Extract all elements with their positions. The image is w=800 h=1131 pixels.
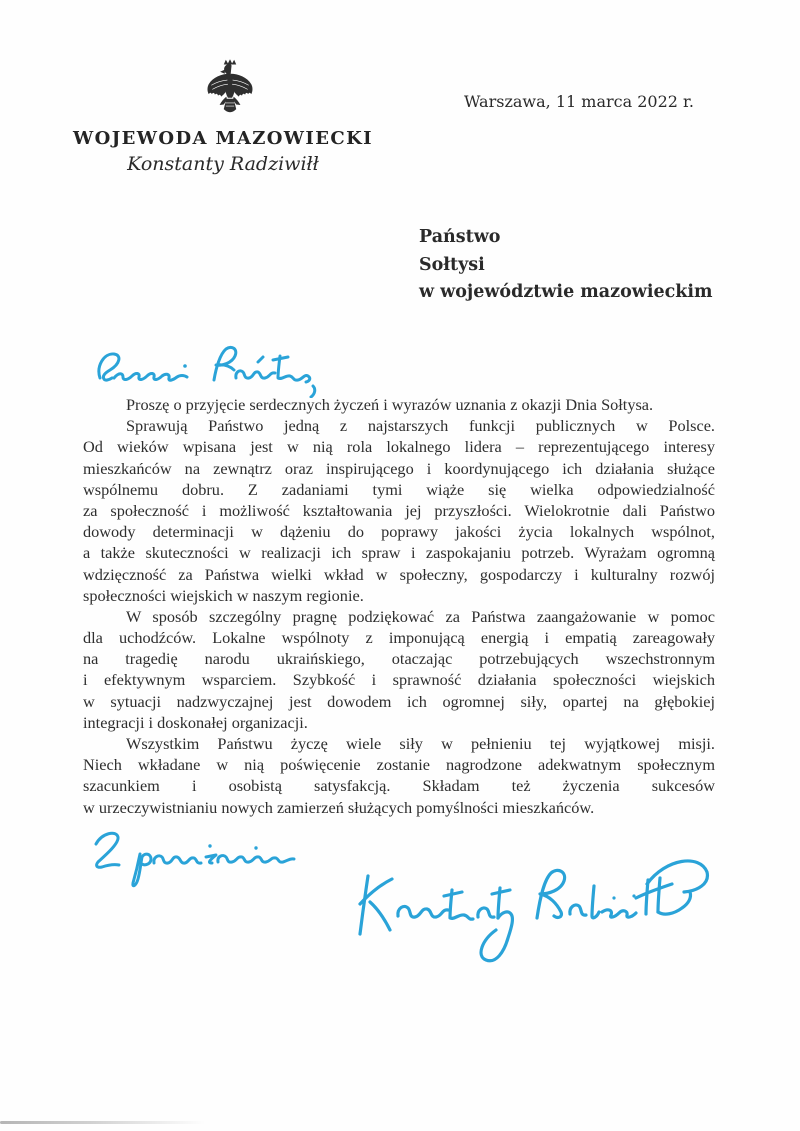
body-line: społeczności wiejskich w naszym regionie. bbox=[83, 585, 364, 605]
addressee-line: w województwie mazowieckim bbox=[419, 282, 713, 302]
letter-body bbox=[83, 394, 715, 818]
handwritten-greeting bbox=[92, 342, 322, 398]
body-line: szacunkiem i osobistą satysfakcją. Składam też życzenia sukcesów bbox=[83, 776, 715, 796]
body-line: mieszkańców na zewnątrz oraz inspirującego i koordynującego ich działania służące bbox=[83, 458, 715, 478]
body-line: i efektywnym wsparciem. Szybkość i sprawność działania społeczności wiejskich bbox=[83, 670, 715, 690]
handwritten-closing bbox=[88, 826, 300, 890]
body-line: dowody determinacji w dążeniu do poprawy jakości życia lokalnych wspólnot, bbox=[83, 522, 715, 542]
body-line: Od wieków wpisana jest w nią rola lokalnego lidera – reprezentującego interesy bbox=[83, 437, 715, 457]
handwritten-signature bbox=[352, 846, 714, 996]
body-line: Proszę o przyjęcie serdecznych życzeń i wyrazów uznania z okazji Dnia Sołtysa. bbox=[126, 395, 654, 414]
letterhead-office-title: WOJEWODA MAZOWIECKI bbox=[73, 128, 373, 149]
body-line: Sprawują Państwo jedną z najstarszych funkcji publicznych w Polsce. bbox=[126, 416, 715, 436]
body-line: Niech wkładane w nią poświęcenie zostanie nagrodzone adekwatnym społecznym bbox=[83, 755, 715, 775]
body-line: Wszystkim Państwu życzę wiele siły w pełnieniu tej wyjątkowej misji. bbox=[126, 734, 715, 753]
scan-edge-artifact bbox=[0, 1121, 205, 1124]
addressee-block bbox=[419, 224, 749, 307]
body-line: w urzeczywistnianiu nowych zamierzeń służących pomyślności mieszkańców. bbox=[83, 797, 595, 817]
body-line: wdzięczność za Państwa wielki wkład w społeczny, gospodarczy i kulturalny rozwój bbox=[83, 564, 715, 584]
body-line: w sytuacji nadzwyczajnej jest dowodem ich ogromnej siły, opartej na głębokiej bbox=[83, 691, 715, 711]
polish-eagle-emblem bbox=[204, 58, 256, 126]
dateline: Warszawa, 11 marca 2022 r. bbox=[464, 92, 694, 111]
addressee-line: Sołtysi bbox=[419, 254, 485, 275]
body-line: integracji i doskonałej organizacji. bbox=[83, 712, 308, 732]
body-line: na tragedię narodu ukraińskiego, otaczając potrzebujących wszechstronnym bbox=[83, 649, 715, 669]
addressee-line: Państwo bbox=[419, 227, 501, 247]
letterhead-official-name: Konstanty Radziwiłł bbox=[127, 153, 319, 175]
body-line: W sposób szczególny pragnę podziękować za Państwa zaangażowanie w pomoc bbox=[126, 606, 715, 626]
body-line: wspólnemu dobru. Z zadaniami tymi wiąże się wielka odpowiedzialność bbox=[83, 479, 715, 499]
body-line: za społeczność i możliwość kształtowania jej przyszłości. Wielokrotnie dali Państwo bbox=[83, 500, 715, 520]
body-line: dla uchodźców. Lokalne wspólnoty z imponującą energią i empatią zareagowały bbox=[83, 628, 715, 648]
body-line: a także skuteczności w realizacji ich spraw i zaspokajaniu potrzeb. Wyrażam ogromną bbox=[83, 543, 715, 563]
